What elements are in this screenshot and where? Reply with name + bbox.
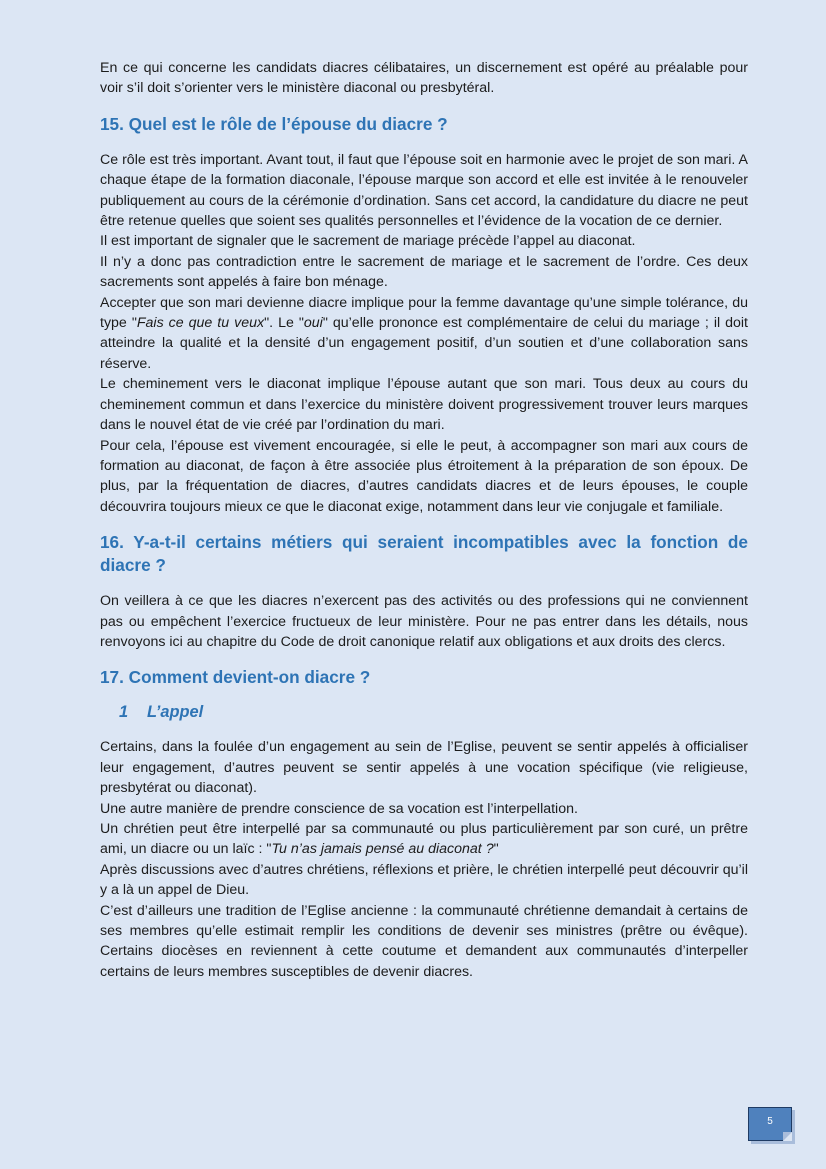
paragraph-sacrement-mariage: Il est important de signaler que le sacrement de mariage précède l’appel au diaconat. [100, 233, 636, 250]
paragraph-engagement: Certains, dans la foulée d’un engagement au sein de l’Eglise, peuvent se sentir appelés à officialiser leur engagement, d’autres peuvent se sentir appelés à une vocation spécifique (vie religieuse, presbytérat ou diaconat). [100, 739, 748, 797]
quote-fais-ce-que-tu-veux: Fais ce que tu veux [136, 315, 265, 332]
paragraph-discussions: Après discussions avec d’autres chrétiens, réflexions et prière, le chrétien interpellé peut découvrir qu’il y a là un appel de Dieu. [100, 861, 748, 899]
page-number-badge: 5 [748, 1107, 792, 1141]
paragraph-chretien-interpelle [100, 819, 748, 860]
paragraph-interpellation: Une autre manière de prendre conscience de sa vocation est l’interpellation. [100, 800, 578, 817]
subheading-number: 1 [119, 703, 129, 722]
subheading-title: L’appel [147, 703, 204, 722]
text-run: Accepter que son mari devienne diacre implique pour la femme davantage qu’une simple tolérance, du type " [100, 294, 748, 332]
text-run: " [493, 841, 499, 858]
text-run: Un chrétien peut être interpellé par sa communauté ou plus particulièrement par son curé, un prêtre ami, un diacre ou un laïc : " [100, 820, 748, 858]
heading-section-15: 15. Quel est le rôle de l’épouse du diacre ? [100, 113, 448, 134]
paragraph-tradition: C’est d’ailleurs une tradition de l’Eglise ancienne : la communauté chrétienne demandait à certains de ses membres qu’elle estimait remplir les conditions de devenir ses ministres (prêtre ou évêque). Certains diocèses en reviennent à cette coutume et demandent aux communautés d’interpeller certains de leurs membres susceptibles de devenir diacres. [100, 902, 748, 980]
heading-section-17: 17. Comment devient-on diacre ? [100, 667, 371, 688]
paragraph-metiers: On veillera à ce que les diacres n’exercent pas des activités ou des professions qui ne conviennent pas ou empêchent l’exercice fructueux de leur ministère. Pour ne pas entrer dans les détails, nous renvoyons ici au chapitre du Code de droit canonique relatif aux obligations et aux droits des clercs. [100, 593, 748, 650]
heading-section-16: 16. Y-a-t-il certains métiers qui seraient incompatibles avec la fonction de diacre ? [100, 532, 748, 576]
paragraph-role-epouse: Ce rôle est très important. Avant tout, il faut que l’épouse soit en harmonie avec le projet de son mari. A chaque étape de la formation diaconale, l’épouse marque son accord et elle est invitée à le renouveler publiquement au cours de la cérémonie d’ordination. Sans cet accord, la candidature du diacre ne peut être retenue quelles que soient ses qualités personnelles et l’évidence de la vocation de ce dernier. [100, 151, 748, 230]
paragraph-accepter [100, 293, 748, 375]
quote-diaconat: Tu n’as jamais pensé au diaconat ? [271, 841, 494, 858]
paragraph-contradiction: Il n’y a donc pas contradiction entre le sacrement de mariage et le sacrement de l’ordre. Ces deux sacrements sont appelés à faire bon ménage. [100, 253, 748, 291]
quote-oui: oui [303, 315, 323, 332]
paragraph-formation: Pour cela, l’épouse est vivement encouragée, si elle le peut, à accompagner son mari aux cours de formation au diaconat, de façon à être associée plus étroitement à la préparation de son époux. De plus, par la fréquentation de diacres, d’autres candidats diacres et de leurs épouses, le couple découvrira toujours mieux ce que le diaconat exige, notamment dans leur vie conjugale et familiale. [100, 437, 748, 515]
paragraph-cheminement: Le cheminement vers le diaconat implique l’épouse autant que son mari. Tous deux au cours du cheminement commun et dans l’exercice du ministère doivent progressivement trouver leurs marques dans le nouvel état de vie créé par l’ordination du mari. [100, 376, 748, 434]
paragraph-celibataires: En ce qui concerne les candidats diacres célibataires, un discernement est opéré au préalable pour voir s’il doit s’orienter vers le ministère diaconal ou presbytéral. [100, 60, 748, 97]
document-body [100, 58, 748, 982]
text-run: " qu’elle prononce est complémentaire de celui du mariage ; il doit atteindre la qualité et la densité d’un engagement positif, d’un soutien et d’une collaboration sans réserve. [100, 315, 748, 372]
text-run: ". Le " [264, 315, 304, 332]
subheading-appel [100, 701, 748, 723]
